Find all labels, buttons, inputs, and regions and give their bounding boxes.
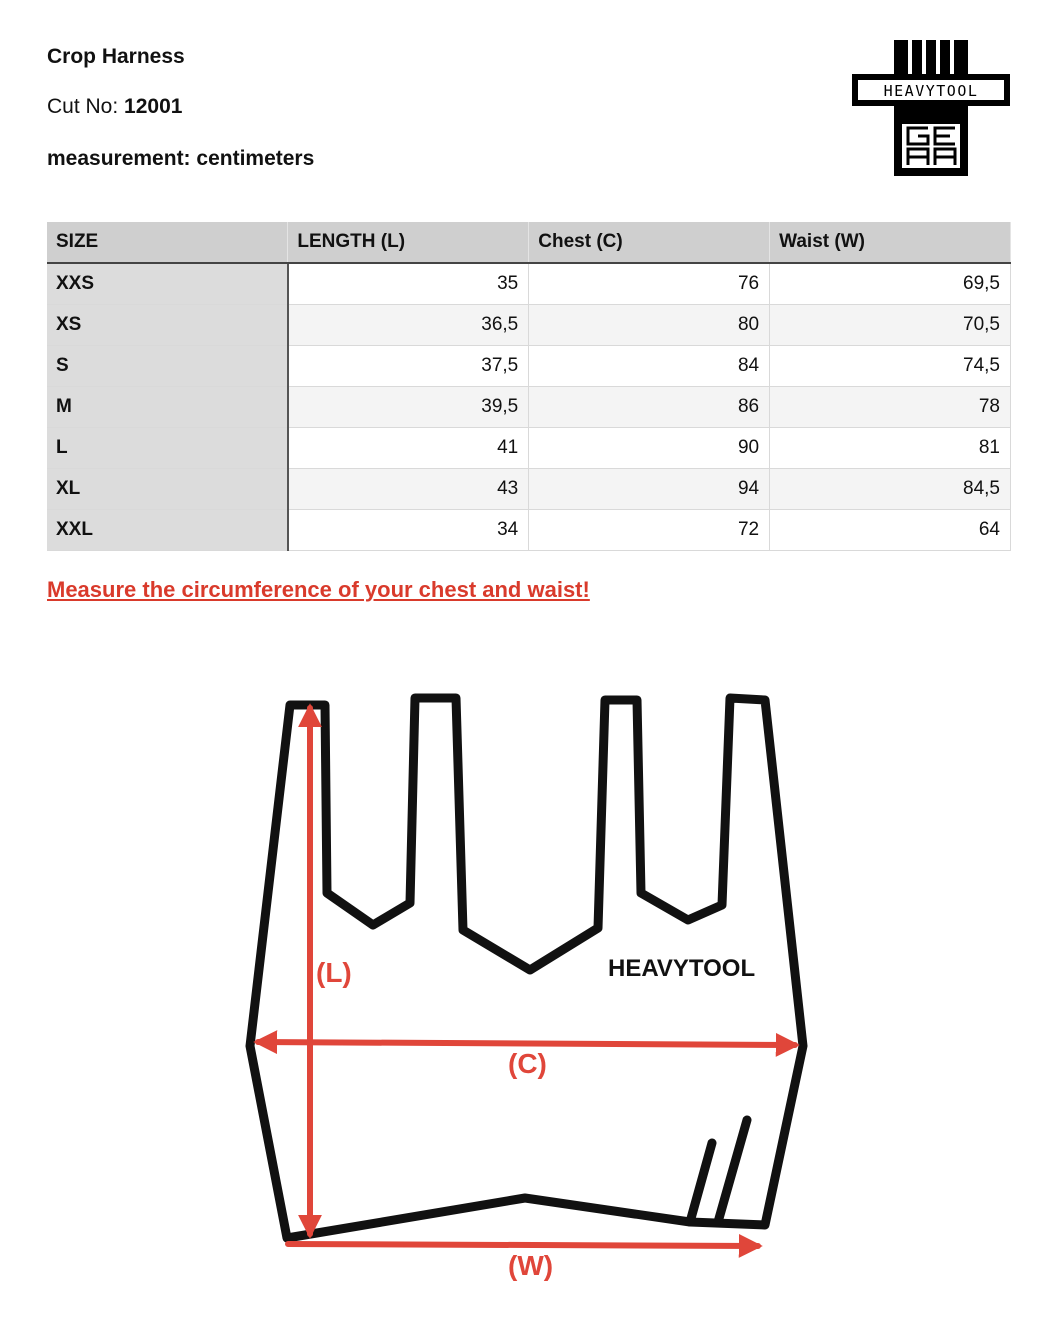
table-row bbox=[47, 510, 1011, 551]
length-cell: 34 bbox=[288, 510, 529, 551]
size-cell: S bbox=[47, 346, 288, 387]
waist-arrow bbox=[288, 1244, 758, 1246]
waist-cell: 84,5 bbox=[770, 469, 1011, 510]
table-row bbox=[47, 469, 1011, 510]
table-header-row bbox=[47, 222, 1011, 263]
length-cell: 36,5 bbox=[288, 305, 529, 346]
waist-cell: 78 bbox=[770, 387, 1011, 428]
size-cell: L bbox=[47, 428, 288, 469]
table-row bbox=[47, 387, 1011, 428]
chest-cell: 94 bbox=[529, 469, 770, 510]
size-cell: XL bbox=[47, 469, 288, 510]
table-row bbox=[47, 428, 1011, 469]
size-cell: M bbox=[47, 387, 288, 428]
measurement-unit: measurement: centimeters bbox=[47, 147, 315, 170]
waist-label: (W) bbox=[508, 1250, 554, 1281]
chest-cell: 72 bbox=[529, 510, 770, 551]
chest-cell: 76 bbox=[529, 263, 770, 305]
logo-wordmark: HEAVYTOOL bbox=[883, 82, 979, 100]
chest-cell: 90 bbox=[529, 428, 770, 469]
chest-cell: 84 bbox=[529, 346, 770, 387]
heavytool-gear-logo bbox=[852, 40, 1010, 176]
cut-number-label: Cut No: bbox=[47, 95, 119, 118]
length-cell: 43 bbox=[288, 469, 529, 510]
cut-number-line bbox=[47, 95, 182, 119]
chest-cell: 80 bbox=[529, 305, 770, 346]
chest-label: (C) bbox=[508, 1048, 547, 1079]
waist-cell: 69,5 bbox=[770, 263, 1011, 305]
header-size: SIZE bbox=[47, 222, 288, 263]
table-row bbox=[47, 346, 1011, 387]
waist-cell: 81 bbox=[770, 428, 1011, 469]
size-cell: XXL bbox=[47, 510, 288, 551]
length-cell: 35 bbox=[288, 263, 529, 305]
waist-cell: 74,5 bbox=[770, 346, 1011, 387]
length-cell: 41 bbox=[288, 428, 529, 469]
length-label: (L) bbox=[316, 957, 352, 988]
waist-cell: 64 bbox=[770, 510, 1011, 551]
header-length: LENGTH (L) bbox=[288, 222, 529, 263]
chest-cell: 86 bbox=[529, 387, 770, 428]
table-row bbox=[47, 263, 1011, 305]
product-title: Crop Harness bbox=[47, 45, 185, 68]
size-chart-table bbox=[47, 222, 1011, 551]
size-cell: XS bbox=[47, 305, 288, 346]
length-cell: 37,5 bbox=[288, 346, 529, 387]
waist-cell: 70,5 bbox=[770, 305, 1011, 346]
harness-diagram bbox=[0, 620, 1062, 1320]
header-waist: Waist (W) bbox=[770, 222, 1011, 263]
diagram-brand-text: HEAVYTOOL bbox=[608, 955, 756, 982]
measurement-instruction: Measure the circumference of your chest and waist! bbox=[47, 577, 590, 602]
header-chest: Chest (C) bbox=[529, 222, 770, 263]
size-cell: XXS bbox=[47, 263, 288, 305]
chest-arrow bbox=[258, 1042, 795, 1045]
length-cell: 39,5 bbox=[288, 387, 529, 428]
cut-number-value: 12001 bbox=[124, 95, 183, 118]
table-row bbox=[47, 305, 1011, 346]
